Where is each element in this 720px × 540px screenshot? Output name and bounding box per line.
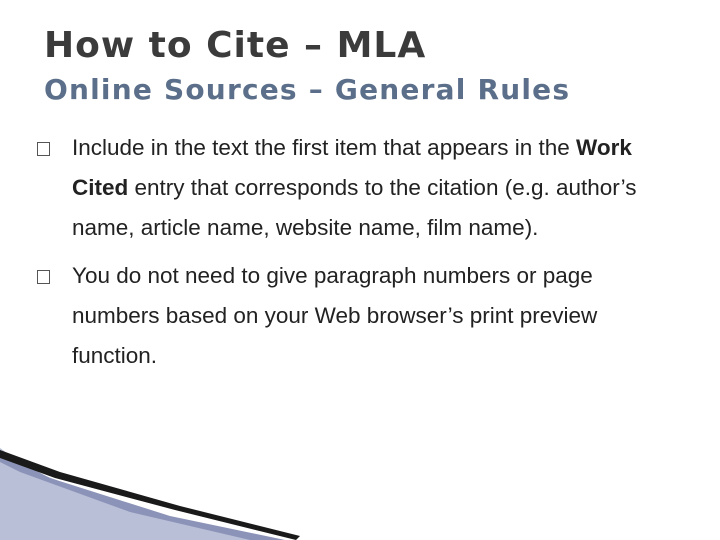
checkbox-bullet-icon <box>37 142 50 156</box>
bullet-text-page-numbers: You do not need to give paragraph numbers or page numbers based on your Web browser’s print preview function. <box>72 263 598 368</box>
decorative-corner-swoosh <box>0 440 720 540</box>
bullet-text-part: entry that corresponds to the citation (e.g. author’s name, article name, website name, film name). <box>72 175 637 240</box>
checkbox-bullet-icon <box>37 270 50 284</box>
bullet-item-include <box>34 128 684 248</box>
work-cited-emphasis: Work Cited <box>72 135 632 200</box>
bullet-text-part: Include in the text the first item that appears in the <box>72 135 577 160</box>
slide-title: How to Cite – MLA <box>44 25 427 66</box>
bullet-text-include <box>72 135 636 240</box>
bullet-item-page-numbers <box>34 256 684 376</box>
slide-subtitle: Online Sources – General Rules <box>44 73 571 106</box>
bullet-list <box>34 128 684 384</box>
